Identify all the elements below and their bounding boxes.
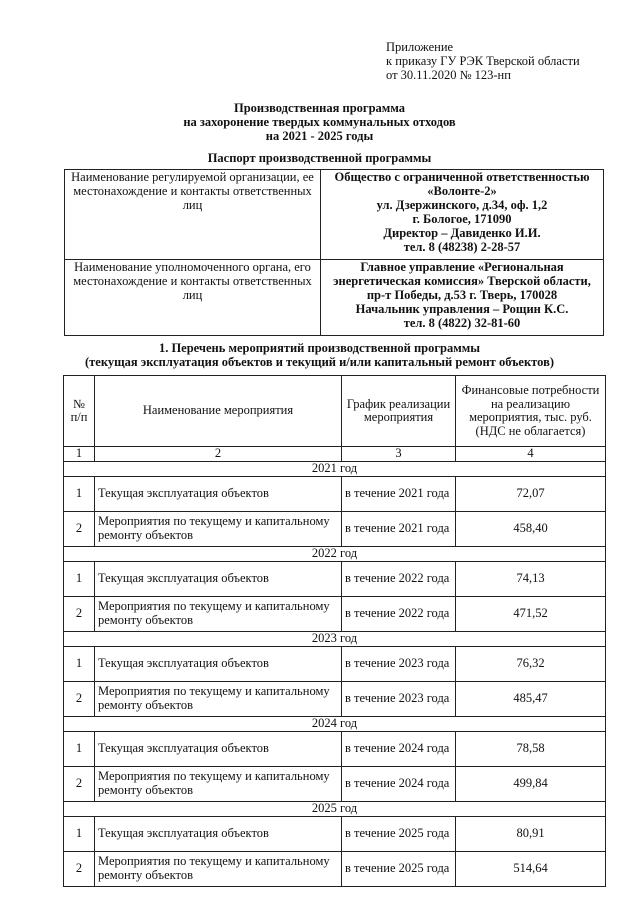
table-row	[64, 561, 606, 596]
row-schedule: в течение 2025 года	[342, 816, 456, 851]
passport-value-line: энергетическая комиссия» Тверской области,	[333, 274, 591, 288]
passport-value-line: пр-т Победы, д.53 г. Тверь, 170028	[366, 288, 558, 302]
year-label: 2024 год	[64, 716, 606, 731]
table-header-row	[64, 376, 606, 447]
section-1-heading-line-2: (текущая эксплуатация объектов и текущий и/или капитальный ремонт объектов)	[84, 355, 554, 369]
row-number: 2	[64, 511, 95, 546]
row-schedule: в течение 2021 года	[342, 476, 456, 511]
year-label: 2025 год	[64, 801, 606, 816]
header-schedule: График реализации мероприятия	[342, 376, 456, 447]
passport-value-line: «Волонте-2»	[427, 184, 497, 198]
row-schedule: в течение 2024 года	[342, 731, 456, 766]
passport-row	[65, 260, 604, 336]
header-finance: Финансовые потребности на реализацию мероприятия, тыс. руб. (НДС не облагается)	[456, 376, 606, 447]
row-value: 78,58	[456, 731, 606, 766]
column-number: 1	[64, 447, 95, 462]
plan-table	[63, 375, 606, 887]
passport-label: Наименование регулируемой организации, ее местонахождение и контакты ответственных лиц	[65, 170, 321, 260]
passport-value-line: ул. Дзержинского, д.34, оф. 1,2	[376, 198, 548, 212]
passport-value-line: тел. 8 (4822) 32-81-60	[403, 316, 521, 330]
plan-table-body	[64, 461, 606, 886]
row-value: 76,32	[456, 646, 606, 681]
row-value: 471,52	[456, 596, 606, 631]
row-name: Текущая эксплуатация объектов	[95, 646, 342, 681]
row-schedule: в течение 2025 года	[342, 851, 456, 886]
row-name: Текущая эксплуатация объектов	[95, 476, 342, 511]
row-name: Мероприятия по текущему и капитальному ремонту объектов	[95, 766, 342, 801]
row-name: Мероприятия по текущему и капитальному ремонту объектов	[95, 511, 342, 546]
row-number: 1	[64, 476, 95, 511]
passport-value-line: г. Бологое, 171090	[412, 212, 512, 226]
row-name: Мероприятия по текущему и капитальному ремонту объектов	[95, 596, 342, 631]
annex-line-1: Приложение	[386, 40, 454, 54]
year-row	[64, 631, 606, 646]
table-row	[64, 731, 606, 766]
row-number: 1	[64, 646, 95, 681]
section-1-heading-line-1: 1. Перечень мероприятий производственной программы	[158, 341, 481, 355]
year-row	[64, 801, 606, 816]
annex-block	[386, 40, 580, 82]
row-value: 514,64	[456, 851, 606, 886]
row-schedule: в течение 2023 года	[342, 681, 456, 716]
title-line-3: на 2021 - 2025 годы	[265, 129, 374, 143]
passport-value-line: тел. 8 (48238) 2-28-57	[403, 240, 521, 254]
row-name: Текущая эксплуатация объектов	[95, 816, 342, 851]
passport-label: Наименование уполномоченного органа, его местонахождение и контакты ответственных лиц	[65, 260, 321, 336]
row-value: 499,84	[456, 766, 606, 801]
passport-table	[64, 169, 604, 336]
year-label: 2022 год	[64, 546, 606, 561]
column-number: 4	[456, 447, 606, 462]
title-line-2: на захоронение твердых коммунальных отходов	[183, 115, 456, 129]
passport-row	[65, 170, 604, 260]
row-name: Текущая эксплуатация объектов	[95, 561, 342, 596]
row-value: 72,07	[456, 476, 606, 511]
annex-line-3: от 30.11.2020 № 123-нп	[386, 68, 511, 82]
row-number: 1	[64, 561, 95, 596]
annex-line-2: к приказу ГУ РЭК Тверской области	[386, 54, 580, 68]
row-schedule: в течение 2021 года	[342, 511, 456, 546]
table-row	[64, 476, 606, 511]
title-line-1: Производственная программа	[233, 101, 406, 115]
column-number-row	[64, 447, 606, 462]
year-row	[64, 546, 606, 561]
row-number: 2	[64, 596, 95, 631]
row-value: 485,47	[456, 681, 606, 716]
year-label: 2021 год	[64, 461, 606, 476]
row-number: 1	[64, 816, 95, 851]
section-1-heading	[0, 341, 639, 369]
table-row	[64, 851, 606, 886]
row-name: Мероприятия по текущему и капитальному ремонту объектов	[95, 851, 342, 886]
column-number: 3	[342, 447, 456, 462]
table-row	[64, 681, 606, 716]
row-number: 2	[64, 851, 95, 886]
header-name: Наименование мероприятия	[95, 376, 342, 447]
table-row	[64, 596, 606, 631]
passport-value	[321, 260, 604, 336]
row-schedule: в течение 2024 года	[342, 766, 456, 801]
row-schedule: в течение 2023 года	[342, 646, 456, 681]
row-value: 74,13	[456, 561, 606, 596]
passport-value	[321, 170, 604, 260]
row-name: Текущая эксплуатация объектов	[95, 731, 342, 766]
passport-heading: Паспорт производственной программы	[207, 151, 432, 165]
row-number: 2	[64, 766, 95, 801]
row-schedule: в течение 2022 года	[342, 596, 456, 631]
row-number: 1	[64, 731, 95, 766]
row-value: 80,91	[456, 816, 606, 851]
year-label: 2023 год	[64, 631, 606, 646]
column-number: 2	[95, 447, 342, 462]
table-row	[64, 816, 606, 851]
year-row	[64, 716, 606, 731]
row-value: 458,40	[456, 511, 606, 546]
row-name: Мероприятия по текущему и капитальному ремонту объектов	[95, 681, 342, 716]
table-row	[64, 511, 606, 546]
header-num: № п/п	[64, 376, 95, 447]
passport-value-line: Директор – Давиденко И.И.	[383, 226, 541, 240]
table-row	[64, 646, 606, 681]
year-row	[64, 461, 606, 476]
passport-value-line: Главное управление «Региональная	[360, 260, 564, 274]
row-schedule: в течение 2022 года	[342, 561, 456, 596]
table-row	[64, 766, 606, 801]
document-title	[0, 101, 639, 143]
passport-value-line: Общество с ограниченной ответственностью	[334, 170, 590, 184]
row-number: 2	[64, 681, 95, 716]
passport-value-line: Начальник управления – Рощин К.С.	[355, 302, 569, 316]
